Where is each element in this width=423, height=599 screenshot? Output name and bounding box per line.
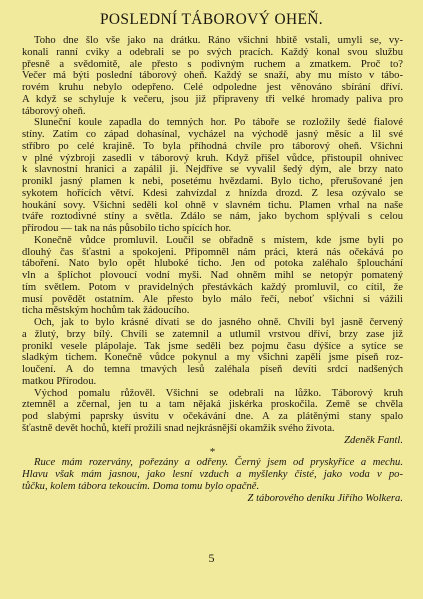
text-line: konali ranní cviky a odebrali se po svých pracích. Každý konal svou službu	[22, 46, 403, 58]
paragraph	[22, 117, 403, 235]
paragraph	[22, 235, 403, 317]
quote-lines	[22, 457, 403, 492]
text-line: přírodou — tak na nás působilo ticho spících hor.	[22, 223, 232, 234]
text-line: šťastně devět hochů, kteří prožili snad nejkrásnější okamžik svého života.	[22, 422, 335, 434]
text-line: pod slabými paprsky úsvitu v očekávání dne. A za plátěnými stany spalo	[22, 411, 403, 422]
text-line: Konečně vůdce promluvil. Loučil se obřadně s místem, kde jsme byli po	[34, 234, 403, 246]
text-line: sykotem hořících větví. Kdesi zahvízdal z hnízda drozd. Z lesa ozývalo se	[22, 187, 403, 199]
paragraph	[22, 317, 403, 388]
section-separator: *	[209, 446, 216, 459]
page-number: 5	[208, 551, 215, 565]
author-signature: Zdeněk Fantl.	[344, 434, 403, 446]
text-line: matkou Přírodou.	[22, 375, 97, 387]
text-line: táborový oheň.	[22, 105, 86, 117]
text-line: stíny. Zatím co západ dohasínal, vycházel na východě jasný měsíc a lil své	[22, 129, 403, 140]
text-line: Východ pomalu růžověl. Všichni se odebrali na lůžko. Táborový kruh	[34, 387, 403, 399]
paragraph	[22, 35, 403, 117]
quote-source: Z táborového deníku Jiřího Wolkera.	[247, 492, 403, 504]
text-line: Večer má býti poslední táborový oheň. Každý se snaží, aby mu místo v tábo-	[22, 70, 403, 82]
article-body	[22, 35, 403, 504]
text-line: pronikl jasný plamen k nebi, posetému hvězdami. Bylo ticho, přerušované jen	[22, 176, 403, 187]
text-line: ztemněl a zčernal, jen tu a tam nějaká jiskérka proskočila. Země se chvěla	[22, 399, 403, 411]
text-line: houkání sovy. Všichni seděli kol ohně v slavném tichu. Plamen vrhal na naše	[22, 199, 403, 211]
text-line: sladkým tichem. Konečně vůdce pokynul a my všichni zapěli jsme píseň roz-	[22, 352, 403, 364]
text-line: stříbro po celé krajině. To byla příhodná chvíle pro táborový oheň. Všichni	[22, 140, 403, 152]
text-line: tváře roztodivné stíny a světla. Zdálo se nám, jako bychom splývali s celou	[22, 211, 403, 223]
article-paragraphs	[22, 35, 403, 435]
text-line: přesně a svědomitě, ale přesto s podivným ruchem a zmatkem. Proč to?	[22, 58, 403, 70]
wolker-quote	[22, 457, 403, 504]
text-line: rovém kruhu nebylo odepřeno. Celé odpoledne jest věnováno sbírání dříví.	[22, 82, 403, 93]
text-line: ticha městským hochům tak žádoucího.	[22, 305, 190, 317]
text-line: Toho dne šlo vše jako na drátku. Ráno všichni hbitě vstali, umyli se, vy-	[34, 35, 403, 46]
text-line: Och, jak to bylo krásné dívati se do jasného ohně. Chvíli byl jasně červený	[34, 317, 403, 328]
quote-line: Hlavu však mám jasnou, jako lesní vzduch a myšlenky čisté, jako voda v po-	[22, 469, 403, 480]
text-line: loučení. A do temna tmavých lesů zaléhala píseň devíti srdcí nadšených	[22, 364, 403, 375]
quote-line: Ruce mám rozervány, pořezány a odřeny. Černý jsem od pryskyřice a mechu.	[34, 457, 403, 469]
paragraph	[22, 388, 403, 435]
text-line: vln a šplíchot plovoucí vodní myši. Nad ohněm mihl se netopýr pomatený	[22, 270, 403, 281]
quote-line: tůčku, kolem tábora tekoucím. Doma tomu bylo opačně.	[22, 480, 260, 492]
text-line: táboření. Nato bylo opět hluboké ticho. Jen od potoka zaléhalo šplouchání	[22, 258, 403, 270]
text-line: v plné výzbroji zasedli v táborový kruh. Když přišel vůdce, přistoupil ohnivec	[22, 152, 403, 164]
text-line: k slavnostní hranici a zapálil ji. Nejdříve se vyvalil šedý dým, ale brzy nato	[22, 164, 403, 176]
text-line: tím světlem. Potom v pravidelných přestávkách každý promluvil, co cítil, že	[22, 281, 403, 293]
text-line: Sluneční koule zapadla do temných hor. Po tábořе se rozložily šedé fialové	[34, 117, 403, 129]
text-line: dlouhý čas šťastni a spokojeni. Připomněl nám práci, která nás očekává po	[22, 246, 403, 258]
text-line: pronikl vesele plápolaje. Tak jsme seděli bez pojmu času dýšíce a sytíce se	[22, 340, 403, 352]
text-line: A když se schyluje k večeru, jsou již připraveny tři velké hromady paliva pro	[22, 93, 403, 105]
text-line: a žlutý, brzy bílý. Chvíli se zatemnil a utlumil vrstvou dříví, brzy zase již	[22, 328, 403, 340]
text-line: musí povědět ostatním. Ale přesto bylo málo řečí, neboť všichni si vážili	[22, 293, 403, 305]
page-title: POSLEDNÍ TÁBOROVÝ OHEŇ.	[99, 11, 324, 28]
